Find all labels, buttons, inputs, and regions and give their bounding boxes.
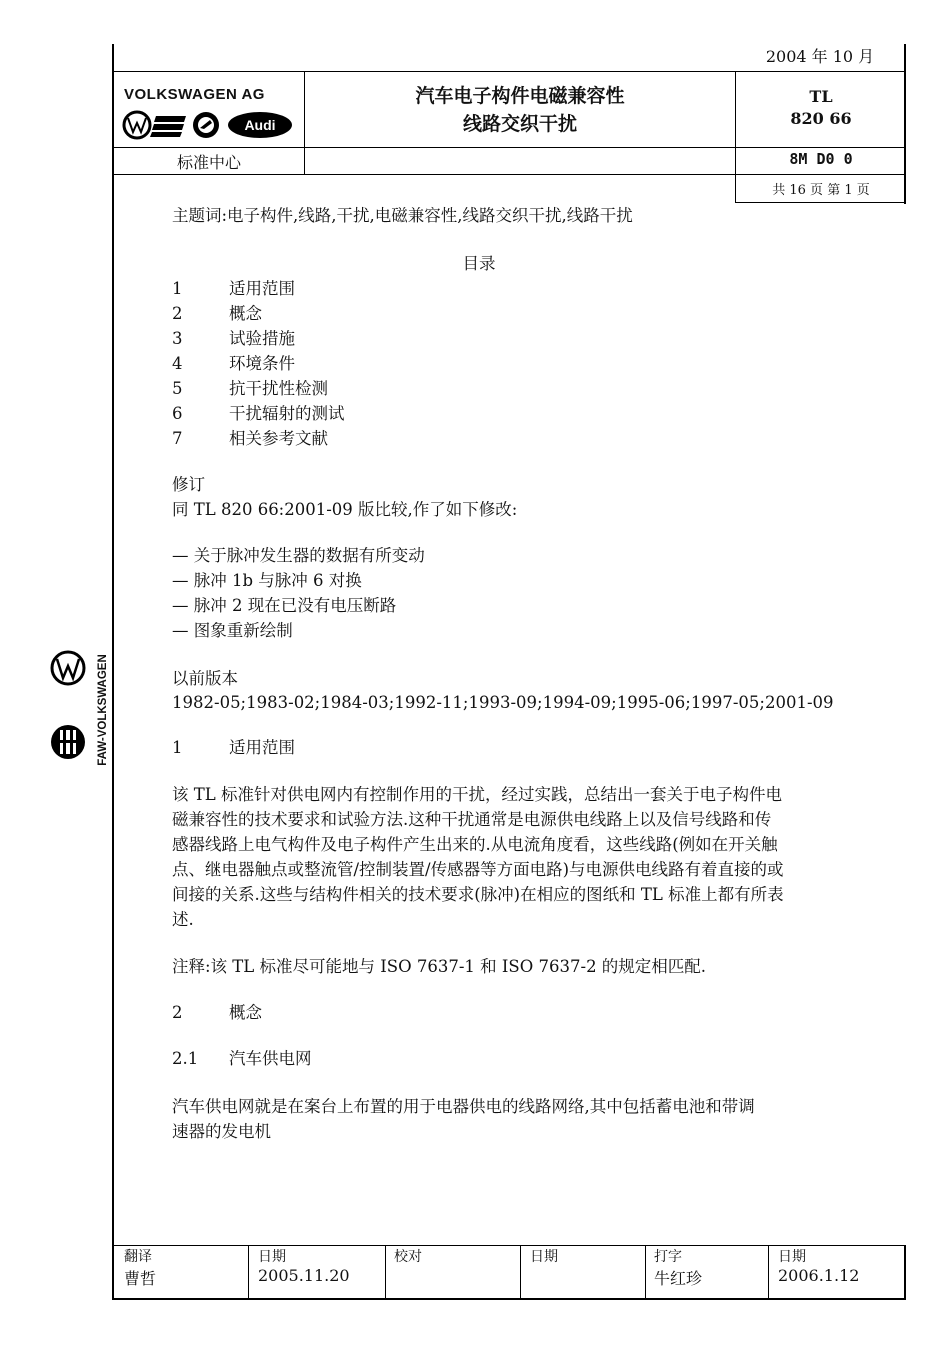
svg-text:Audi: Audi (244, 117, 276, 133)
standard-code (737, 86, 905, 130)
vw-logo (52, 652, 84, 684)
audi-logo (228, 112, 292, 138)
skoda-logo (193, 112, 219, 138)
footer-value: 2005.11.20 (258, 1266, 350, 1285)
toc-item: 3 试验措施 (172, 329, 295, 348)
footer-divider (248, 1245, 249, 1298)
previous-editions-label: 以前版本 (172, 669, 238, 688)
list-item: — 图象重新绘制 (172, 621, 293, 640)
paragraph-line: 述. (172, 910, 194, 929)
footer-divider (645, 1245, 646, 1298)
previous-editions-list: 1982-05;1983-02;1984-03;1992-11;1993-09;1994-09;1995-06;1997-05;2001-09 (172, 693, 834, 712)
footer-label: 日期 (778, 1249, 806, 1265)
revision-changes (172, 543, 425, 643)
footer-cell-proofreader (394, 1246, 422, 1266)
issue-date: 2004 年 10 月 (765, 47, 875, 66)
list-item: — 关于脉冲发生器的数据有所变动 (172, 546, 425, 565)
side-logos (50, 650, 86, 780)
code-line-2: 820 66 (790, 109, 852, 128)
vw-logo (124, 112, 150, 138)
seat-logo (150, 116, 186, 137)
side-brand-text: FAW-VOLKSWAGEN (97, 654, 109, 766)
organization-name: VOLKSWAGEN AG (124, 86, 265, 103)
paragraph-line: 该 TL 标准针对供电网内有控制作用的干扰，经过实践，总结出一套关于电子构件电 (172, 785, 782, 804)
revision-description: 同 TL 820 66:2001-09 版比较,作了如下修改: (172, 500, 518, 519)
keywords: 主题词:电子构件,线路,干扰,电磁兼容性,线路交织干扰,线路干扰 (172, 206, 633, 225)
footer-divider (385, 1245, 386, 1298)
list-item: — 脉冲 1b 与脉冲 6 对换 (172, 571, 362, 590)
revision-label: 修订 (172, 475, 205, 494)
footer-divider (768, 1245, 769, 1298)
section-1-heading: 1 适用范围 (172, 738, 295, 757)
toc-item: 5 抗干扰性检测 (172, 379, 328, 398)
paragraph-line: 间接的关系.这些与结构件相关的技术要求(脉冲)在相应的图纸和 TL 标准上都有所表 (172, 885, 784, 904)
footer-rule-bottom (112, 1298, 906, 1300)
footer-value: 牛红珍 (654, 1269, 703, 1288)
header-rule-bottom (112, 174, 906, 175)
toc-item: 6 干扰辐射的测试 (172, 404, 345, 423)
paragraph-line: 速器的发电机 (172, 1122, 271, 1141)
footer-value: 2006.1.12 (778, 1266, 860, 1285)
document-title (305, 82, 735, 138)
section-2-heading: 2 概念 (172, 1003, 262, 1022)
paragraph-line: 磁兼容性的技术要求和试验方法.这种干扰通常是电源供电线路上以及信号线路和传 (172, 810, 772, 829)
list-item: — 脉冲 2 现在已没有电压断路 (172, 596, 397, 615)
faw-logo (51, 725, 85, 759)
standards-center-label: 标准中心 (176, 153, 241, 172)
title-line-2: 线路交织干扰 (462, 113, 577, 135)
footer-label: 翻译 (124, 1249, 152, 1265)
frame-right-border-bottom (904, 1245, 906, 1300)
page-box-bottom (735, 202, 906, 203)
page-count: 共 16 页 第 1 页 (772, 183, 870, 198)
header-rule-top (112, 71, 906, 72)
section-1-paragraph (172, 782, 884, 932)
toc-item: 2 概念 (172, 304, 262, 323)
footer-label: 打字 (654, 1249, 682, 1265)
section-1-note: 注释:该 TL 标准尽可能地与 ISO 7637-1 和 ISO 7637-2 的规定相匹配. (172, 957, 707, 976)
paragraph-line: 汽车供电网就是在案台上布置的用于电器供电的线路网络,其中包括蓄电池和带调 (172, 1097, 755, 1116)
page-box-left (735, 174, 736, 203)
code-line-1: TL (809, 87, 833, 106)
table-of-contents (172, 276, 345, 451)
toc-item: 7 相关参考文献 (172, 429, 328, 448)
brand-logos (120, 110, 300, 140)
toc-title: 目录 (462, 254, 496, 273)
toc-item: 4 环境条件 (172, 354, 295, 373)
header-divider-2 (735, 71, 736, 175)
footer-value: 曹哲 (124, 1269, 157, 1288)
header-rule-mid (112, 147, 906, 148)
toc-item: 1 适用范围 (172, 279, 295, 298)
footer-cell-typist (654, 1246, 702, 1289)
footer-label: 日期 (530, 1249, 558, 1265)
title-line-1: 汽车电子构件电磁兼容性 (415, 85, 625, 107)
paragraph-line: 感器线路上电气构件及电子构件产生出来的.从电流角度看，这些线路(例如在开关触 (172, 835, 778, 854)
section-2-1-paragraph (172, 1094, 872, 1144)
footer-cell-proofread-date (530, 1246, 558, 1266)
footer-label: 日期 (258, 1249, 286, 1265)
footer-divider (520, 1245, 521, 1298)
document-code: 8M D0 0 (789, 150, 853, 168)
footer-cell-typing-date (778, 1246, 859, 1285)
footer-cell-translator (124, 1246, 156, 1289)
frame-left-border (112, 44, 114, 1300)
footer-cell-translation-date (258, 1246, 350, 1285)
footer-label: 校对 (394, 1249, 422, 1265)
section-2-1-heading: 2.1 汽车供电网 (172, 1049, 312, 1068)
paragraph-line: 点、继电器触点或整流管/控制装置/传感器等方面电路)与电源供电线路有着直接的或 (172, 860, 784, 879)
